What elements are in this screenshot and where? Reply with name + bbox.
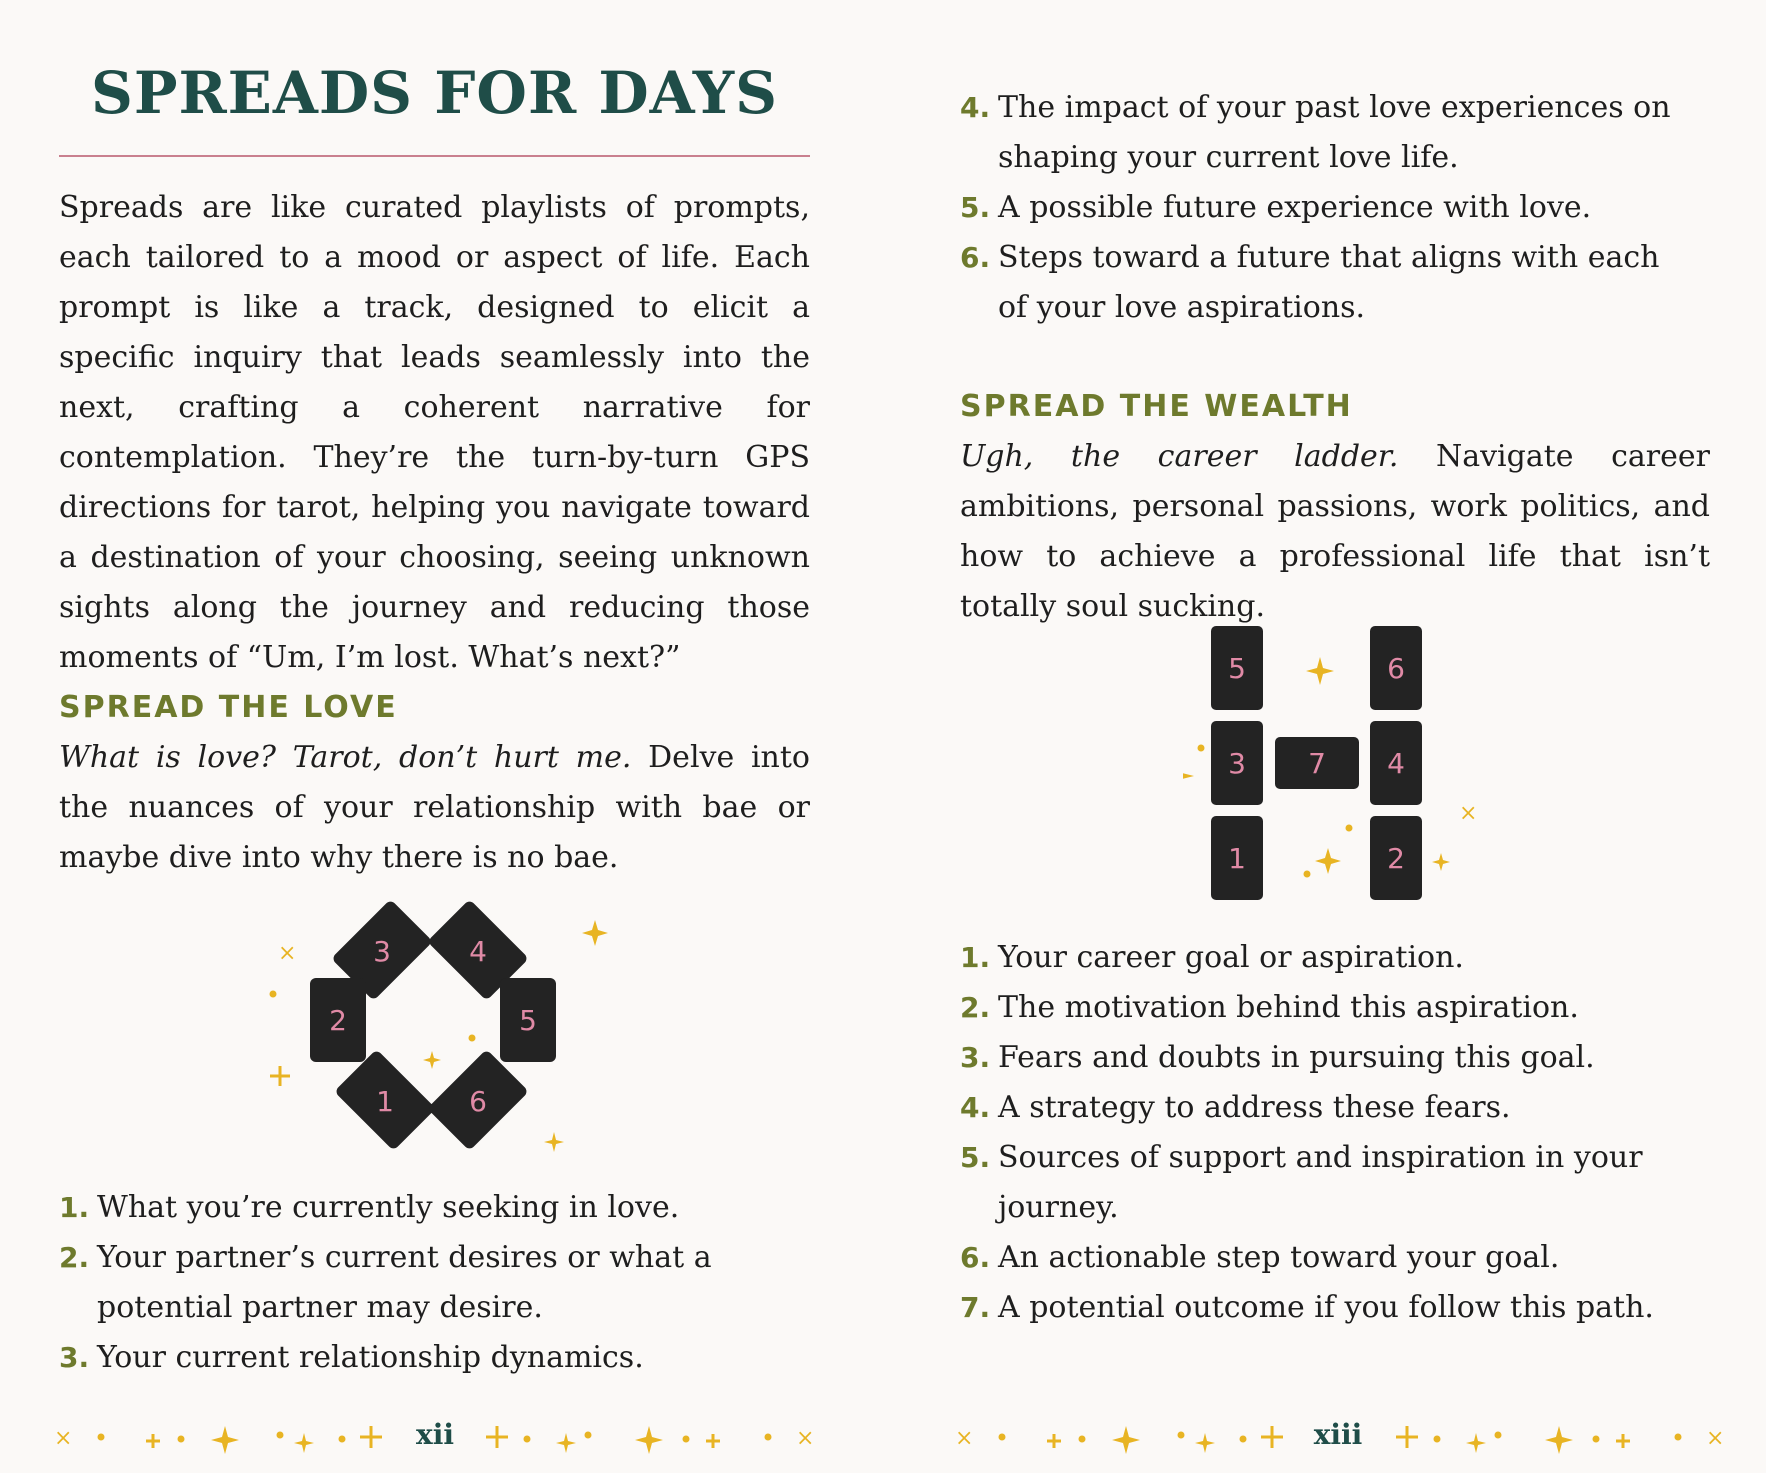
dot-icon: [1346, 825, 1352, 831]
list-item: 1. What you’re currently seeking in love.: [59, 1190, 680, 1225]
wealth-card-4: [1370, 721, 1422, 805]
right-page: [883, 0, 1766, 1473]
cross-icon: ×: [54, 1426, 73, 1451]
love-card-label: 1: [376, 1085, 394, 1118]
love-card-label: 5: [519, 1004, 537, 1037]
sparkle-icon: [486, 1426, 508, 1448]
sparkle-icon: [360, 1426, 382, 1448]
sparkle-icon: [556, 1433, 576, 1453]
sparkle-icon: [1306, 657, 1334, 685]
wealth-intro-italic: Ugh, the career ladder.: [960, 439, 1399, 474]
wealth-card-2: [1370, 816, 1422, 900]
love-intro-italic: What is love? Tarot, don’t hurt me.: [59, 740, 632, 775]
sparkle-icon: [211, 1426, 239, 1454]
dot-icon: [1198, 745, 1204, 751]
dot-icon: [683, 1436, 689, 1442]
list-item: 4. A strategy to address these fears.: [960, 1090, 1511, 1125]
sparkle-icon: [1195, 1433, 1215, 1453]
dot-icon: [270, 991, 276, 997]
wealth-intro-rest: Navigate career ambitions, personal passions, work politics, and how to achieve a professional life that isn’t totally soul sucking.: [960, 439, 1710, 624]
list-item: 3. Fears and doubts in pursuing this goal.: [960, 1040, 1595, 1075]
dot-icon: [1079, 1436, 1085, 1442]
love-spread-diagram: [240, 890, 620, 1170]
love-intro: [59, 733, 810, 883]
dot-icon: [999, 1434, 1005, 1440]
sparkle-icon: [1396, 1426, 1418, 1448]
list-item: 1. Your career goal or aspiration.: [960, 940, 1464, 975]
sparkle-icon: [423, 1051, 441, 1069]
wealth-card-1: [1211, 816, 1263, 900]
sparkle-icon: [1466, 1433, 1486, 1453]
list-item: 4. The impact of your past love experiences on shaping your current love life.: [960, 90, 1671, 175]
list-item: 5. A possible future experience with love.: [960, 190, 1592, 225]
love-card-1: [334, 1049, 436, 1151]
sparkle-icon: [1315, 848, 1341, 874]
list-item: 2. Your partner’s current desires or what a potential partner may desire.: [59, 1240, 712, 1325]
sparkle-icon: [1047, 1434, 1061, 1448]
wealth-card-6: [1370, 626, 1422, 710]
dot-icon: [178, 1436, 184, 1442]
intro-paragraph: Spreads are like curated playlists of prompts, each tailored to a mood or aspect of life. Each prompt is like a track, designed to elicit a specific inquiry that leads seamlessly into the next, crafting a coherent narrative for contemplation. They’re the turn-by-turn GPS directions for tarot, helping you navigate toward a destination of your choosing, seeing unknown sights along the journey and reducing those moments of “Um, I’m lost. What’s next?”: [59, 190, 810, 675]
dot-icon: [585, 1432, 591, 1438]
sparkle-icon: [1183, 761, 1194, 791]
dot-icon: [339, 1436, 345, 1442]
sparkle-icon: [270, 1066, 290, 1086]
sparkle-icon: [635, 1426, 663, 1454]
list-item: 6. An actionable step toward your goal.: [960, 1240, 1560, 1275]
wealth-heading: SPREAD THE WEALTH: [960, 389, 1353, 424]
page-number: xiii: [1313, 1418, 1363, 1451]
sparkle-icon: [582, 920, 608, 946]
love-intro-rest: Delve into the nuances of your relationship with bae or maybe dive into why there is no bae.: [59, 740, 810, 875]
sparkle-icon: [1616, 1434, 1630, 1448]
love-card-5: [500, 978, 556, 1062]
sparkle-icon: [1261, 1426, 1283, 1448]
cross-icon: ×: [796, 1426, 815, 1451]
list-item: 2. The motivation behind this aspiration.: [960, 990, 1579, 1025]
cross-icon: ×: [1706, 1426, 1725, 1451]
sparkle-icon: [1432, 853, 1450, 871]
wealth-card-3: [1211, 721, 1263, 805]
love-list: [59, 1183, 779, 1383]
dot-icon: [98, 1434, 104, 1440]
dot-icon: [469, 1035, 475, 1041]
cross-icon: ×: [278, 941, 297, 966]
dot-icon: [765, 1434, 771, 1440]
wealth-list: [960, 933, 1680, 1333]
page-title: SPREADS FOR DAYS: [90, 59, 779, 127]
sparkle-icon: [1545, 1426, 1573, 1454]
dot-icon: [1675, 1434, 1681, 1440]
dot-icon: [277, 1432, 283, 1438]
love-list-continued: [960, 83, 1680, 333]
cross-icon: ×: [1459, 801, 1478, 826]
list-item: 3. Your current relationship dynamics.: [59, 1340, 644, 1375]
page-number: xii: [416, 1418, 454, 1451]
wealth-card-label: 3: [1228, 747, 1246, 780]
list-item: 6. Steps toward a future that aligns with each of your love aspirations.: [960, 240, 1660, 325]
sparkle-icon: [1112, 1426, 1140, 1454]
cross-icon: ×: [955, 1426, 974, 1451]
love-heading: SPREAD THE LOVE: [59, 690, 398, 725]
wealth-card-label: 4: [1387, 747, 1405, 780]
dot-icon: [1495, 1432, 1501, 1438]
wealth-card-label: 7: [1308, 747, 1326, 780]
wealth-card-label: 1: [1228, 842, 1246, 875]
sparkle-icon: [146, 1434, 160, 1448]
love-card-2: [310, 978, 366, 1062]
sparkle-icon: [544, 1132, 564, 1152]
dot-icon: [524, 1436, 530, 1442]
title-divider: [59, 155, 810, 157]
wealth-card-5: [1211, 626, 1263, 710]
wealth-card-label: 6: [1387, 652, 1405, 685]
wealth-intro: [960, 432, 1710, 632]
love-card-label: 4: [469, 935, 487, 968]
sparkle-icon: [706, 1434, 720, 1448]
list-item: 7. A potential outcome if you follow this path.: [960, 1290, 1654, 1325]
dot-icon: [1593, 1436, 1599, 1442]
wealth-spread-diagram: [1183, 610, 1543, 910]
wealth-card-label: 2: [1387, 842, 1405, 875]
sparkle-icon: [294, 1433, 314, 1453]
dot-icon: [1178, 1432, 1184, 1438]
love-card-label: 3: [373, 935, 391, 968]
dot-icon: [1240, 1436, 1246, 1442]
list-item: 5. Sources of support and inspiration in your journey.: [960, 1140, 1643, 1225]
love-card-label: 2: [329, 1004, 347, 1037]
dot-icon: [1434, 1436, 1440, 1442]
love-card-label: 6: [469, 1085, 487, 1118]
wealth-card-label: 5: [1228, 652, 1246, 685]
love-card-6: [427, 1049, 529, 1151]
wealth-card-7: [1275, 737, 1359, 789]
dot-icon: [1304, 871, 1310, 877]
